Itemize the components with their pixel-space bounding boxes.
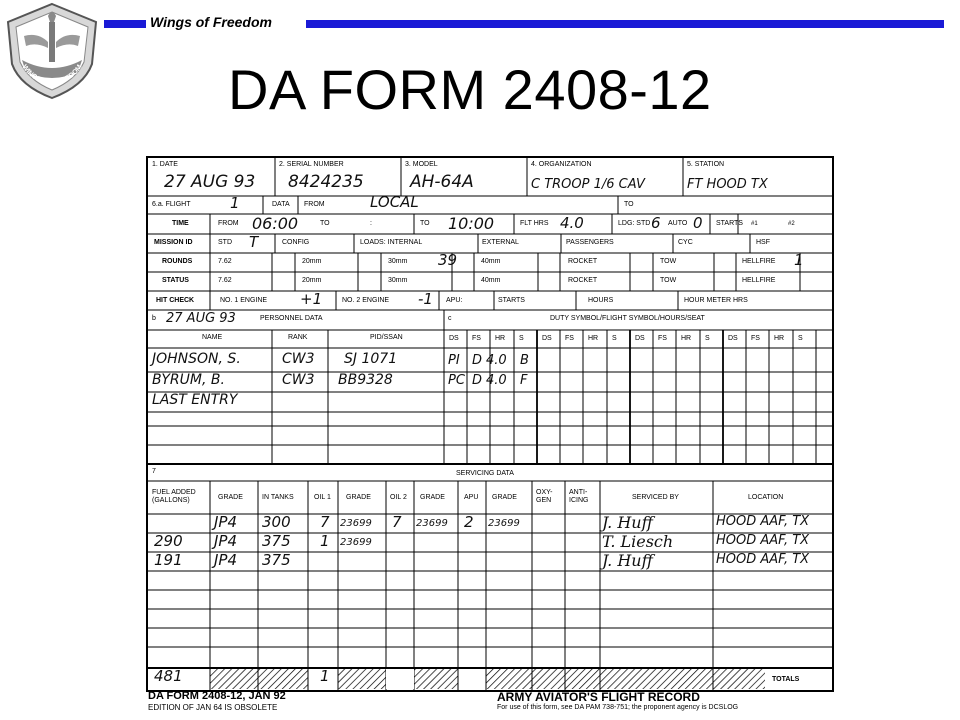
status-762-label: 7.62: [218, 277, 232, 284]
duty-col-header: S: [612, 335, 617, 342]
servicing-oil1: 7: [320, 513, 330, 531]
servicing-col-header: GRADE: [420, 494, 445, 501]
to-location-label: TO: [624, 201, 634, 208]
da-form-2408-12: [146, 156, 834, 692]
duty-col-header: FS: [658, 335, 667, 342]
serial-label: 2. SERIAL NUMBER: [279, 161, 344, 168]
servicing-fuel: 191: [154, 551, 183, 569]
servicing-col-header: OIL 1: [314, 494, 331, 501]
header-accent-bar-right: [306, 20, 944, 28]
time-to-label-2: TO: [420, 220, 430, 227]
servicing-apu: 2: [464, 513, 474, 531]
duty-seat-2: F: [520, 373, 528, 388]
external-label: EXTERNAL: [482, 239, 519, 246]
duty-col-header: S: [798, 335, 803, 342]
servicing-col-header: GRADE: [346, 494, 371, 501]
total-oil-1: 1: [320, 667, 330, 685]
duty-col-header: FS: [751, 335, 760, 342]
servicing-g2: 23699: [416, 518, 448, 529]
status-tow-label: TOW: [660, 277, 677, 284]
servicing-col-header: GRADE: [492, 494, 517, 501]
rank-col-label: RANK: [288, 334, 308, 341]
servicing-col-header: ANTI-ICING: [569, 489, 589, 504]
flight-label: 6.a. FLIGHT: [152, 201, 191, 208]
personnel-rank-2: CW3: [282, 372, 315, 388]
engine-1-label: NO. 1 ENGINE: [220, 297, 268, 304]
servicing-data-label: SERVICING DATA: [456, 470, 514, 477]
servicing-by: J. Huff: [602, 551, 653, 570]
ldg-value: 6: [651, 214, 661, 232]
time-from-value: 06:00: [252, 214, 299, 233]
logo-text: WINGS OF FREEDOM: [20, 63, 84, 87]
from-location-label: FROM: [304, 201, 325, 208]
date-label: 1. DATE: [152, 161, 178, 168]
wings-of-freedom-logo: [4, 2, 100, 100]
hour-meter-label: HOUR METER HRS: [684, 297, 748, 304]
duty-col-header: HR: [495, 335, 506, 342]
status-30mm-label: 30mm: [388, 277, 408, 284]
rounds-30mm-value: 39: [438, 251, 458, 269]
duty-ds-2: PC: [448, 373, 465, 388]
name-col-label: NAME: [202, 334, 223, 341]
apu-label: APU:: [446, 297, 463, 304]
flt-hrs-value: 4.0: [560, 214, 584, 232]
personnel-pid-2: BB9328: [338, 372, 393, 388]
section-7-marker: 7: [152, 468, 156, 475]
apu-starts-label: STARTS: [498, 297, 525, 304]
time-to-value: 10:00: [448, 214, 495, 233]
org-name: Wings of Freedom: [150, 14, 272, 30]
rounds-762-label: 7.62: [218, 258, 232, 265]
rounds-label: ROUNDS: [162, 258, 193, 265]
starts-label: STARTS: [716, 220, 743, 227]
edition-note: EDITION OF JAN 64 IS OBSOLETE: [148, 703, 278, 712]
totals-label: TOTALS: [772, 676, 800, 683]
section-b-marker: b: [152, 315, 156, 322]
servicing-by: T. Liesch: [602, 532, 674, 551]
duty-fs-1: D: [472, 353, 483, 368]
servicing-intanks: 375: [262, 532, 291, 550]
std-label: STD: [218, 239, 232, 246]
servicing-g3: 23699: [488, 518, 520, 529]
servicing-fuel: 290: [154, 532, 183, 550]
hsf-label: HSF: [756, 239, 770, 246]
rounds-30mm-label: 30mm: [388, 258, 408, 265]
cyc-label: CYC: [678, 239, 693, 246]
servicing-grade: JP4: [214, 513, 238, 531]
auto-label: AUTO: [668, 220, 688, 227]
std-value: T: [249, 233, 259, 251]
personnel-pid-1: SJ 1071: [344, 351, 398, 367]
header-accent-bar-left: [104, 20, 146, 28]
duty-seat-1: B: [520, 353, 529, 368]
status-label: STATUS: [162, 277, 189, 284]
rounds-rocket-label: ROCKET: [568, 258, 598, 265]
rounds-tow-label: TOW: [660, 258, 677, 265]
engine-2-value: -1: [418, 290, 433, 308]
rounds-hellfire-value: 1: [794, 251, 804, 269]
servicing-loc: HOOD AAF, TX: [716, 552, 810, 567]
apu-hours-label: HOURS: [588, 297, 614, 304]
status-40mm-label: 40mm: [481, 277, 501, 284]
personnel-name-3: LAST ENTRY: [152, 392, 238, 408]
servicing-intanks: 300: [262, 513, 291, 531]
personnel-name-1: JOHNSON, S.: [152, 351, 241, 367]
engine-1-value: +1: [300, 290, 323, 308]
servicing-col-header: LOCATION: [748, 494, 784, 501]
loads-internal-label: LOADS: INTERNAL: [360, 239, 423, 246]
model-value: AH-64A: [410, 172, 474, 192]
servicing-col-header: GRADE: [218, 494, 243, 501]
station-label: 5. STATION: [687, 161, 725, 168]
passengers-label: PASSENGERS: [566, 239, 614, 246]
duty-col-header: HR: [681, 335, 692, 342]
starts-2-label: #2: [788, 221, 795, 227]
date-value: 27 AUG 93: [164, 172, 256, 192]
status-rocket-label: ROCKET: [568, 277, 598, 284]
servicing-col-header: IN TANKS: [262, 494, 294, 501]
duty-col-header: DS: [635, 335, 645, 342]
duty-hr-2: 4.0: [486, 373, 507, 388]
time-to-label: TO: [320, 220, 330, 227]
engine-2-label: NO. 2 ENGINE: [342, 297, 390, 304]
mission-id-label: MISSION ID: [154, 239, 193, 246]
servicing-col-header: OXY-GEN: [536, 489, 553, 504]
status-hellfire-label: HELLFIRE: [742, 277, 776, 284]
duty-col-header: DS: [728, 335, 738, 342]
servicing-col-header: OIL 2: [390, 494, 407, 501]
serial-value: 8424235: [288, 172, 364, 192]
duty-col-header: HR: [588, 335, 599, 342]
servicing-g1: 23699: [340, 518, 372, 529]
organization-value: C TROOP 1/6 CAV: [531, 177, 645, 192]
personnel-data-label: PERSONNEL DATA: [260, 315, 323, 322]
servicing-col-header: SERVICED BY: [632, 494, 679, 501]
personnel-date: 27 AUG 93: [166, 311, 236, 326]
rounds-20mm-label: 20mm: [302, 258, 322, 265]
ldg-label: LDG: STD: [618, 220, 651, 227]
model-label: 3. MODEL: [405, 161, 438, 168]
total-fuel: 481: [154, 667, 183, 685]
station-value: FT HOOD TX: [687, 177, 768, 192]
personnel-rank-1: CW3: [282, 351, 315, 367]
servicing-loc: HOOD AAF, TX: [716, 533, 810, 548]
time-colon: :: [370, 220, 372, 227]
servicing-col-header: APU: [464, 494, 479, 501]
personnel-name-2: BYRUM, B.: [152, 372, 225, 388]
record-note: For use of this form, see DA PAM 738-751; the proponent agency is DCSLOG: [497, 704, 739, 711]
duty-ds-1: PI: [448, 353, 460, 368]
servicing-grade: JP4: [214, 551, 238, 569]
rounds-hellfire-label: HELLFIRE: [742, 258, 776, 265]
duty-col-header: DS: [449, 335, 459, 342]
starts-1-label: #1: [751, 221, 758, 227]
servicing-intanks: 375: [262, 551, 291, 569]
from-location-value: LOCAL: [370, 193, 419, 211]
duty-col-header: FS: [472, 335, 481, 342]
servicing-loc: HOOD AAF, TX: [716, 514, 810, 529]
page-title: DA FORM 2408-12: [228, 58, 712, 121]
servicing-g1: 23699: [340, 537, 372, 548]
duty-symbol-label: DUTY SYMBOL/FLIGHT SYMBOL/HOURS/SEAT: [550, 315, 705, 322]
servicing-grade: JP4: [214, 532, 238, 550]
servicing-oil1: 1: [320, 532, 330, 550]
status-20mm-label: 20mm: [302, 277, 322, 284]
servicing-by: J. Huff: [602, 513, 653, 532]
section-c-marker: c: [448, 315, 452, 322]
config-label: CONFIG: [282, 239, 310, 246]
duty-col-header: FS: [565, 335, 574, 342]
record-title: ARMY AVIATOR'S FLIGHT RECORD: [497, 690, 700, 704]
duty-col-header: S: [519, 335, 524, 342]
servicing-col-header: FUEL ADDED (GALLONS): [152, 489, 196, 504]
pid-col-label: PID/SSAN: [370, 334, 403, 341]
flt-hrs-label: FLT HRS: [520, 220, 549, 227]
flight-value: 1: [230, 194, 240, 212]
servicing-oil2: 7: [392, 513, 402, 531]
time-label: TIME: [172, 220, 189, 227]
auto-value: 0: [693, 214, 703, 232]
form-id: DA FORM 2408-12, JAN 92: [148, 690, 286, 702]
hit-check-label: HIT CHECK: [156, 297, 195, 304]
data-label: DATA: [272, 201, 290, 208]
time-from-label: FROM: [218, 220, 239, 227]
duty-col-header: HR: [774, 335, 785, 342]
duty-hr-1: 4.0: [486, 353, 507, 368]
duty-col-header: S: [705, 335, 710, 342]
organization-label: 4. ORGANIZATION: [531, 161, 592, 168]
duty-col-header: DS: [542, 335, 552, 342]
rounds-40mm-label: 40mm: [481, 258, 501, 265]
duty-fs-2: D: [472, 373, 483, 388]
